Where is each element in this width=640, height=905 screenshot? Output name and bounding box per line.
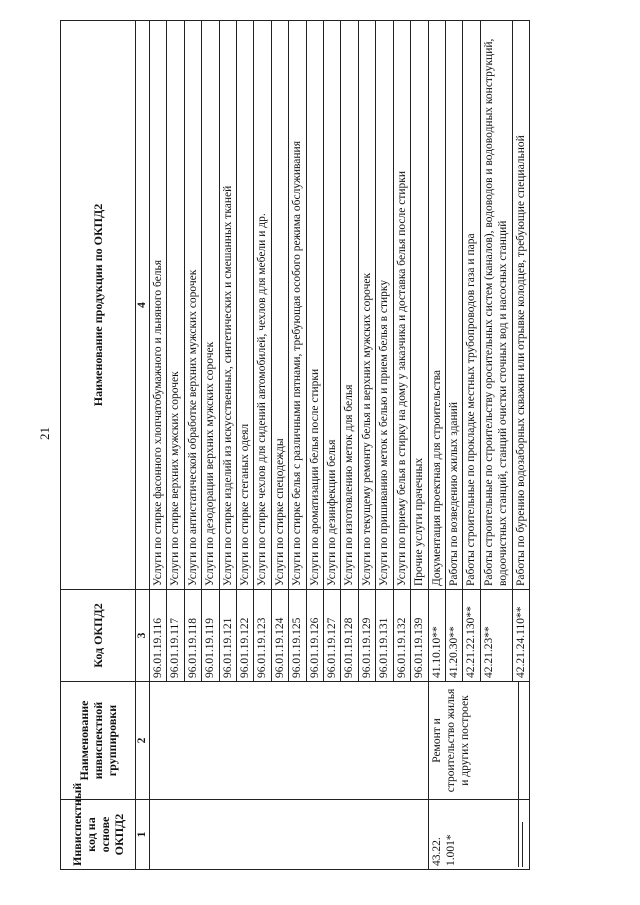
footnote-rule [518,682,519,867]
header-row [61,21,136,870]
product-name: Работы строительные по строительству оросительных систем (каналов), водоводов и водоводных конструкций, водоочистных станций, станций очистки сточных вод и насосных станций [480,21,512,590]
okpd2-code: 42.21.24.110** [512,590,529,682]
okpd2-table [60,20,530,870]
product-name: Работы строительные по прокладке местных трубопроводов газа и пара [463,21,480,590]
okpd2-code: 96.01.19.124 [271,590,288,682]
product-name: Услуги по стирке верхних мужских сорочек [167,21,184,590]
product-name: Услуги по дезодорации верхних мужских сорочек [202,21,219,590]
okpd2-code: 42.21.23** [480,590,512,682]
product-name: Услуги по стирке изделий из искусственных, синтетических и смешанных тканей [219,21,236,590]
okpd2-code: 96.01.19.123 [254,590,271,682]
product-name: Услуги по пришиванию меток к белью и прием белья в стирку [376,21,393,590]
product-name: Услуги по стирке спецодежды [271,21,288,590]
column-number: 3 [136,590,150,682]
column-number: 4 [136,21,150,590]
okpd2-code: 96.01.19.122 [237,590,254,682]
column-number: 2 [136,682,150,800]
okpd2-code: 96.01.19.125 [289,590,306,682]
product-name: Услуги по ароматизации белья после стирки [306,21,323,590]
okpd2-code: 41.20.30** [445,590,462,682]
product-name: Услуги по изготовлению меток для белья [341,21,358,590]
column-number-row [136,21,150,870]
page-number: 21 [37,427,52,440]
product-name: Услуги по дезинфекции белья [324,21,341,590]
product-name: Услуги по стирке чехлов для сидений автомобилей, чехлов для мебели и др. [254,21,271,590]
product-name: Прочие услуги прачечных [411,21,428,590]
group-title-empty [150,682,429,800]
product-name: Услуги по стирке стеганых одеял [237,21,254,590]
product-name: Документация проектная для строительства [428,21,445,590]
header-col4: Наименование продукции по ОКПД2 [61,21,136,590]
okpd2-code: 42.21.22.130** [463,590,480,682]
product-name: Услуги по приему белья в стирку на дому у заказчика и доставка белья после стирки [393,21,410,590]
okpd2-code: 96.01.19.116 [150,590,167,682]
column-number: 1 [136,800,150,870]
okpd2-code: 96.01.19.117 [167,590,184,682]
table-row [428,21,445,870]
product-name: Услуги по стирке фасонного хлопчатобумажного и льняного белья [150,21,167,590]
header-col3: Код ОКПД2 [61,590,136,682]
document-sheet [60,20,527,870]
product-name: Услуги по текущему ремонту белья и верхних мужских сорочек [358,21,375,590]
okpd2-code: 41.10.10** [428,590,445,682]
table-row [150,21,167,870]
okpd2-code: 96.01.19.131 [376,590,393,682]
okpd2-code: 96.01.19.129 [358,590,375,682]
okpd2-code: 96.01.19.118 [184,590,201,682]
group-code: 43.22. 1.001* [428,800,529,870]
okpd2-code: 96.01.19.126 [306,590,323,682]
product-name: Услуги по стирке белья с различными пятнами, требующая особого режима обслуживания [289,21,306,590]
footnote-rule-short [522,822,523,867]
group-code-empty [150,800,429,870]
product-name: Работы по бурению водозаборных скважин или отрывке колодцев, требующие специальной [512,21,529,590]
group-title: Ремонт и строительство жилья и других построек [428,682,529,800]
okpd2-code: 96.01.19.132 [393,590,410,682]
okpd2-code: 96.01.19.119 [202,590,219,682]
okpd2-code: 96.01.19.128 [341,590,358,682]
product-name: Работы по возведению жилых зданий [445,21,462,590]
product-name: Услуги по антистатической обработке верхних мужских сорочек [184,21,201,590]
header-col1: Инвиспектный код на основе ОКПД2 [61,800,136,870]
okpd2-code: 96.01.19.127 [324,590,341,682]
header-col2: Наименование инвиспектной группировки [61,682,136,800]
okpd2-code: 96.01.19.121 [219,590,236,682]
okpd2-code: 96.01.19.139 [411,590,428,682]
